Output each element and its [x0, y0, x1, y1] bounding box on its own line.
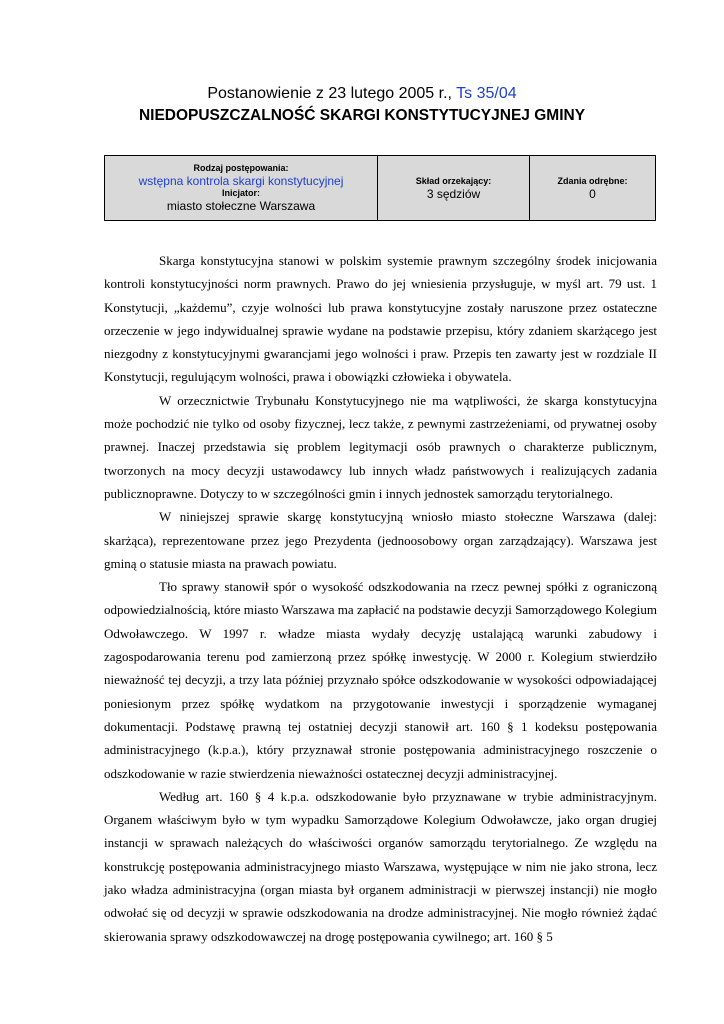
case-info-table: [104, 155, 656, 221]
proceeding-type-label: Rodzaj postępowania:: [193, 163, 289, 173]
panel-label: Skład orzekający:: [415, 175, 492, 186]
dissent-value: 0: [589, 186, 596, 201]
dissent-label: Zdania odrębne:: [557, 175, 628, 186]
initiator-label: Inicjator:: [221, 188, 260, 198]
paragraph: Skarga konstytucyjna stanowi w polskim systemie prawnym szczególny środek inicjowania kontroli konstytucyjności norm prawnych. Prawo do jej wniesienia przysługuje, w myśl art. 79 ust. 1 Konstytucji, „każdemu”, czyje wolności lub prawa konstytucyjne zostały naruszone przez ostateczne orzeczenie w jego indywidualnej sprawie wydane na podstawie przepisu, który zdaniem skarżącego jest niezgodny z konstytucyjnymi gwarancjami jego wolności i praw. Przepis ten zawarty jest w rozdziale II Konstytucji, regulującym wolności, prawa i obowiązki człowieka i obywatela.: [104, 253, 657, 385]
proceeding-type-value[interactable]: wstępna kontrola skargi konstytucyjnej: [138, 174, 344, 188]
decision-subtitle: NIEDOPUSZCZALNOŚĆ SKARGI KONSTYTUCYJNEJ GMINY: [138, 107, 586, 124]
document-body: [104, 249, 657, 948]
decision-title: [0, 84, 724, 104]
decision-date-text: Postanowienie z 23 lutego 2005 r.,: [207, 85, 457, 102]
paragraph: Tło sprawy stanowił spór o wysokość odszkodowania na rzecz pewnej spółki z ograniczoną odpowiedzialnością, które miasto Warszawa ma zapłacić na podstawie decyzji Samorządowego Kolegium Odwoławczego. W 1997 r. władze miasta wydały decyzję ustalającą warunki zabudowy i zagospodarowania terenu pod zamierzoną przez spółkę inwestycję. W 2000 r. Kolegium stwierdziło nieważność tej decyzji, a trzy lata później przyznało spółce odszkodowanie w wysokości odpowiadającej poniesionym przez spółkę wydatkom na przygotowanie inwestycji i sporządzenie wymaganej dokumentacji. Podstawę prawną tej ostatniej decyzji stanowił art. 160 § 1 kodeksu postępowania administracyjnego (k.p.a.), który przyznawał stronie postępowania administracyjnego roszczenie o odszkodowanie w razie stwierdzenia nieważności ostatecznej decyzji administracyjnej.: [104, 579, 657, 781]
document-header: [0, 84, 724, 126]
panel-cell: [377, 156, 529, 220]
dissent-cell: [529, 156, 655, 220]
paragraph: Według art. 160 § 4 k.p.a. odszkodowanie było przyznawane w trybie administracyjnym. Organem właściwym było w tym wypadku Samorządowe Kolegium Odwoławcze, jako organ drugiej instancji w sprawach należących do właściwości organów samorządu terytorialnego. Ze względu na konstrukcję postępowania administracyjnego miasto Warszawa, występujące w nim nie jako strona, lecz jako władza administracyjna (organ miasta był organem administracji w pierwszej instancji) nie mogło odwołać się od decyzji w sprawie odszkodowania na drodze administracyjnej. Nie mogło również żądać skierowania sprawy odszkodowawczej na drogę postępowania cywilnego; art. 160 § 5: [104, 788, 657, 944]
panel-value: 3 sędziów: [426, 186, 481, 201]
paragraph: W orzecznictwie Trybunału Konstytucyjnego nie ma wątpliwości, że skarga konstytucyjna może pochodzić nie tylko od osoby fizycznej, lecz także, z pewnymi zastrzeżeniami, od prywatnej osoby prawnej. Inaczej przedstawia się problem legitymacji osób prawnych o charakterze publicznym, tworzonych na mocy decyzji ustawodawcy lub innych władz państwowych i realizujących zadania publicznoprawne. Dotyczy to w szczególności gmin i innych jednostek samorządu terytorialnego.: [104, 392, 657, 501]
proceeding-cell: [105, 156, 377, 220]
initiator-value: miasto stołeczne Warszawa: [166, 199, 316, 213]
case-number-link[interactable]: Ts 35/04: [456, 85, 517, 102]
paragraph: W niniejszej sprawie skargę konstytucyjną wniosło miasto stołeczne Warszawa (dalej: skarżąca), reprezentowane przez jego Prezydenta (jednoosobowy organ zarządzający). Warszawa jest gminą o statusie miasta na prawach powiatu.: [104, 509, 657, 571]
